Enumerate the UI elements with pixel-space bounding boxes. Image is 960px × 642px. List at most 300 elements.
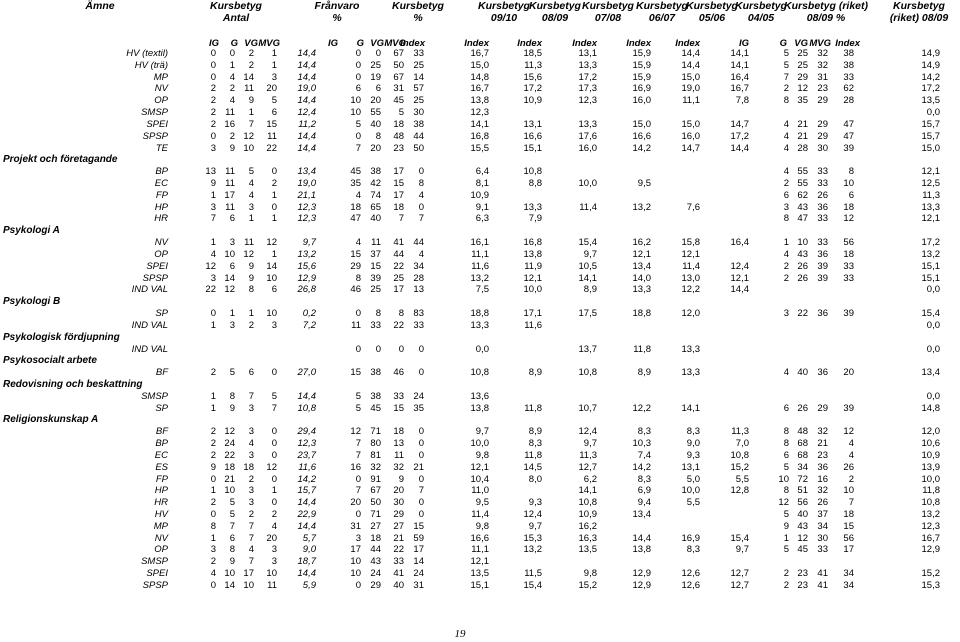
table-cell: 12,7 xyxy=(730,579,749,591)
table-cell: 13,2 xyxy=(523,544,542,556)
table-row xyxy=(0,544,960,556)
table-cell: 25 xyxy=(413,59,424,71)
table-cell: 41 xyxy=(817,568,828,580)
table-cell: 43 xyxy=(370,556,381,568)
table-cell: 22 xyxy=(797,308,808,320)
table-cell: 5 xyxy=(355,390,361,402)
table-cell: 2 xyxy=(783,568,789,580)
table-cell: 34 xyxy=(843,568,854,580)
table-cell: 50 xyxy=(393,59,404,71)
table-cell: 20 xyxy=(393,485,404,497)
table-cell: 15,4 xyxy=(730,532,749,544)
table-cell: 12 xyxy=(843,213,854,225)
table-cell: 3 xyxy=(248,402,254,414)
table-header xyxy=(0,0,960,24)
table-cell: 12,9 xyxy=(632,579,651,591)
table-cell: 17 xyxy=(393,284,404,296)
table-cell: 7 xyxy=(248,390,254,402)
table-cell: 26 xyxy=(817,497,828,509)
table-cell: 15,4 xyxy=(523,579,542,591)
table-cell: 4 xyxy=(783,166,789,178)
table-cell: 14 xyxy=(224,272,235,284)
table-cell: 9,1 xyxy=(475,201,489,213)
table-cell: 1 xyxy=(783,237,789,249)
header-line: 07/08 xyxy=(594,12,622,24)
table-cell: 22 xyxy=(266,142,277,154)
table-cell: 1 xyxy=(271,189,277,201)
table-cell: 38 xyxy=(843,48,854,59)
table-cell: 14,9 xyxy=(921,59,940,71)
subheader-cell: Index xyxy=(626,38,651,49)
table-cell: 11,4 xyxy=(579,201,597,213)
table-cell: 14,4 xyxy=(297,142,316,154)
table-cell: 14,4 xyxy=(297,130,316,142)
table-cell: 56 xyxy=(843,237,854,249)
table-row xyxy=(0,273,960,285)
table-cell: 2 xyxy=(210,107,216,119)
table-cell: 13,2 xyxy=(921,248,940,260)
table-cell: 1 xyxy=(248,308,254,320)
table-cell: 28 xyxy=(797,142,808,154)
table-cell: 14,4 xyxy=(297,59,316,71)
table-cell: 23 xyxy=(393,142,404,154)
table-cell: 9 xyxy=(210,461,216,473)
table-cell: 9 xyxy=(248,260,254,272)
table-cell: 48 xyxy=(797,426,808,438)
table-cell: 13,2 xyxy=(297,248,316,260)
table-cell: 36 xyxy=(817,248,828,260)
table-cell: 11 xyxy=(267,579,277,591)
table-row xyxy=(0,320,960,332)
table-cell: 16 xyxy=(817,473,828,485)
table-cell: 12,1 xyxy=(523,272,542,284)
table-cell: 7 xyxy=(271,402,277,414)
table-cell: 10 xyxy=(350,95,361,107)
table-cell: 33 xyxy=(370,319,381,331)
table-cell: 7,4 xyxy=(637,449,651,461)
section-heading: Psykologisk fördjupning xyxy=(3,331,120,343)
subheader-cell: VG xyxy=(244,38,258,49)
table-cell: 5 xyxy=(229,367,235,379)
table-cell: 12,3 xyxy=(297,201,316,213)
row-label: SP xyxy=(155,308,168,320)
table-cell: 0 xyxy=(355,130,361,142)
table-cell: 21 xyxy=(413,461,424,473)
table-cell: 36 xyxy=(817,308,828,320)
table-cell: 15,3 xyxy=(523,532,542,544)
table-cell: 47 xyxy=(797,213,808,225)
table-cell: 8,3 xyxy=(686,544,700,556)
table-cell: 2 xyxy=(248,48,254,59)
table-cell: 5 xyxy=(355,118,361,130)
table-cell: 7,5 xyxy=(475,284,489,296)
table-cell: 26 xyxy=(797,402,808,414)
table-row xyxy=(0,367,960,379)
table-cell: 0 xyxy=(355,71,361,83)
table-cell: 1 xyxy=(271,48,277,59)
table-cell: 22 xyxy=(393,319,404,331)
table-cell: 33 xyxy=(393,556,404,568)
table-cell: 10,0 xyxy=(523,284,542,296)
table-cell: 29 xyxy=(817,95,828,107)
table-cell: 15,7 xyxy=(297,485,316,497)
table-cell: 12,3 xyxy=(297,438,316,450)
table-cell: 12,5 xyxy=(921,178,940,190)
table-cell: 0 xyxy=(418,508,424,520)
table-cell: 40 xyxy=(370,213,381,225)
row-label: NV xyxy=(154,237,168,249)
table-cell: 15,1 xyxy=(523,142,542,154)
table-cell: 39 xyxy=(843,142,854,154)
table-cell: 7,6 xyxy=(686,201,700,213)
table-cell: 5 xyxy=(783,59,789,71)
table-cell: 0 xyxy=(418,343,424,355)
header-line: Kursbetyg xyxy=(582,0,634,12)
header-line: Kursbetyg xyxy=(392,0,444,12)
table-cell: 12 xyxy=(350,426,361,438)
table-cell: 14,4 xyxy=(297,520,316,532)
row-label: HP xyxy=(154,201,168,213)
table-cell: 3 xyxy=(210,201,216,213)
table-cell: 38 xyxy=(370,166,381,178)
table-cell: 0 xyxy=(210,59,216,71)
table-cell: 5 xyxy=(229,508,235,520)
table-row xyxy=(0,521,960,533)
table-cell: 33 xyxy=(817,166,828,178)
table-cell: 83 xyxy=(413,308,424,320)
table-cell: 13,9 xyxy=(921,461,940,473)
table-cell: 2 xyxy=(210,83,216,95)
table-cell: 80 xyxy=(370,438,381,450)
table-cell: 17,2 xyxy=(523,83,542,95)
table-cell: 10 xyxy=(778,473,789,485)
header-line: 09/10 xyxy=(490,12,518,24)
table-cell: 3 xyxy=(271,71,277,83)
table-cell: 11,9 xyxy=(524,260,542,272)
table-cell: 6 xyxy=(271,284,277,296)
table-cell: 0 xyxy=(355,473,361,485)
table-cell: 10,0 xyxy=(681,485,700,497)
row-label: SMSP xyxy=(141,556,168,568)
table-cell: 14,4 xyxy=(297,95,316,107)
table-cell: 11,1 xyxy=(682,95,700,107)
table-cell: 11,1 xyxy=(471,544,489,556)
table-row xyxy=(0,344,960,356)
table-cell: 6,4 xyxy=(475,166,489,178)
table-cell: 7 xyxy=(248,556,254,568)
table-cell: 6 xyxy=(783,189,789,201)
table-cell: 0,0 xyxy=(926,343,940,355)
header-cell xyxy=(302,0,372,24)
table-cell: 5,5 xyxy=(735,473,749,485)
subheader-cell: G xyxy=(356,38,364,49)
table-cell: 13,3 xyxy=(681,367,700,379)
table-cell: 1 xyxy=(210,390,216,402)
header-cell xyxy=(684,0,740,24)
table-cell: 10 xyxy=(266,568,277,580)
table-row xyxy=(0,403,960,415)
table-row xyxy=(0,556,960,568)
table-cell: 23 xyxy=(817,449,828,461)
row-label: SPSP xyxy=(142,272,168,284)
table-cell: 11 xyxy=(225,107,235,119)
table-cell: 15,0 xyxy=(681,71,700,83)
table-cell: 15,7 xyxy=(921,118,940,130)
table-cell: 5 xyxy=(783,544,789,556)
table-cell: 0 xyxy=(418,426,424,438)
table-cell: 1 xyxy=(210,485,216,497)
section-heading: Psykosocialt arbete xyxy=(3,355,97,367)
table-cell: 2 xyxy=(271,508,277,520)
table-cell: 4 xyxy=(248,178,254,190)
table-cell: 15,4 xyxy=(578,237,597,249)
table-cell: 10,0 xyxy=(578,178,597,190)
table-cell: 15 xyxy=(350,367,361,379)
table-cell: 9,7 xyxy=(735,544,749,556)
table-cell: 9 xyxy=(229,142,235,154)
table-cell: 7,2 xyxy=(302,319,316,331)
table-cell: 10,9 xyxy=(578,508,597,520)
table-cell: 4 xyxy=(783,367,789,379)
row-label: MP xyxy=(153,520,168,532)
table-cell: 2 xyxy=(229,130,235,142)
table-cell: 3 xyxy=(783,201,789,213)
table-cell: 33 xyxy=(843,272,854,284)
table-cell: 12,3 xyxy=(921,520,940,532)
table-cell: 45 xyxy=(350,166,361,178)
table-cell: 28 xyxy=(843,95,854,107)
table-cell: 3 xyxy=(271,556,277,568)
table-cell: 72 xyxy=(797,473,808,485)
table-cell: 11 xyxy=(225,178,235,190)
table-cell: 39 xyxy=(843,308,854,320)
row-label: HV (textil) xyxy=(126,48,168,59)
table-cell: 40 xyxy=(370,118,381,130)
table-cell: 44 xyxy=(393,248,404,260)
table-cell: 33 xyxy=(817,237,828,249)
section-heading: Projekt och företagande xyxy=(3,154,118,166)
table-cell: 22 xyxy=(205,284,216,296)
table-cell: 12,8 xyxy=(730,485,749,497)
table-cell: 4 xyxy=(355,237,361,249)
table-cell: 15,3 xyxy=(921,579,940,591)
table-cell: 55 xyxy=(797,166,808,178)
subheader-cell: G xyxy=(779,38,787,49)
table-row xyxy=(0,213,960,225)
table-cell: 13 xyxy=(205,166,216,178)
table-cell: 15 xyxy=(413,520,424,532)
table-cell: 0 xyxy=(271,438,277,450)
table-cell: 6 xyxy=(355,83,361,95)
table-cell: 50 xyxy=(413,142,424,154)
header-line: 05/06 xyxy=(698,12,726,24)
table-cell: 14 xyxy=(413,556,424,568)
table-cell: 29 xyxy=(817,130,828,142)
table-cell: 17 xyxy=(393,166,404,178)
table-cell: 24 xyxy=(224,438,235,450)
table-cell: 8 xyxy=(229,544,235,556)
table-cell: 30 xyxy=(817,532,828,544)
table-cell: 1 xyxy=(229,59,235,71)
table-cell: 3 xyxy=(210,142,216,154)
table-cell: 8,9 xyxy=(637,367,651,379)
table-cell: 15,9 xyxy=(632,48,651,59)
table-cell: 14,4 xyxy=(297,71,316,83)
row-label: BF xyxy=(155,367,168,379)
table-cell: 9,8 xyxy=(475,449,489,461)
table-cell: 4 xyxy=(848,449,854,461)
header-line: Frånvaro xyxy=(314,0,360,12)
table-cell: 7 xyxy=(355,449,361,461)
table-cell: 9 xyxy=(229,556,235,568)
table-cell: 36 xyxy=(817,461,828,473)
table-cell: 13,4 xyxy=(297,166,316,178)
table-cell: 7 xyxy=(248,520,254,532)
table-cell: 46 xyxy=(350,284,361,296)
header-cell xyxy=(527,0,583,24)
table-cell: 18 xyxy=(393,426,404,438)
table-cell: 13,5 xyxy=(470,568,489,580)
table-cell: 18 xyxy=(224,461,235,473)
table-cell: 50 xyxy=(370,497,381,509)
table-cell: 43 xyxy=(797,520,808,532)
table-cell: 15,0 xyxy=(470,59,489,71)
table-cell: 0 xyxy=(271,367,277,379)
table-cell: 13,2 xyxy=(470,272,489,284)
table-cell: 68 xyxy=(797,449,808,461)
table-cell: 9,5 xyxy=(475,497,489,509)
table-cell: 1 xyxy=(210,319,216,331)
table-cell: 42 xyxy=(370,178,381,190)
row-label: HR xyxy=(154,213,168,225)
table-cell: 3 xyxy=(248,497,254,509)
table-cell: 3 xyxy=(229,319,235,331)
table-cell: 47 xyxy=(843,118,854,130)
table-cell: 10,5 xyxy=(578,260,597,272)
table-cell: 4 xyxy=(848,438,854,450)
table-cell: 8 xyxy=(210,520,216,532)
table-cell: 12,1 xyxy=(921,166,940,178)
table-cell: 11,0 xyxy=(471,485,489,497)
table-cell: 16,2 xyxy=(578,520,597,532)
table-cell: 27 xyxy=(393,520,404,532)
table-cell: 33 xyxy=(843,260,854,272)
table-cell: 26 xyxy=(797,272,808,284)
table-cell: 57 xyxy=(413,83,424,95)
table-row xyxy=(0,95,960,107)
header-line: % xyxy=(413,12,423,24)
table-cell: 2 xyxy=(783,260,789,272)
table-cell: 1 xyxy=(210,402,216,414)
table-cell: 59 xyxy=(413,532,424,544)
table-cell: 8 xyxy=(783,213,789,225)
table-cell: 4 xyxy=(248,544,254,556)
table-cell: 4 xyxy=(783,130,789,142)
header-line: Kursbetyg xyxy=(893,0,945,12)
table-cell: 5,0 xyxy=(686,473,700,485)
table-cell: 7 xyxy=(848,497,854,509)
table-cell: 5 xyxy=(783,48,789,59)
table-cell: 25 xyxy=(370,59,381,71)
table-cell: 12,6 xyxy=(681,579,700,591)
table-cell: 19,0 xyxy=(681,83,700,95)
table-row xyxy=(0,308,960,320)
table-cell: 29 xyxy=(393,508,404,520)
table-cell: 39 xyxy=(817,272,828,284)
subheader-cell: IG xyxy=(327,38,338,49)
table-cell: 13 xyxy=(393,438,404,450)
table-cell: 11,3 xyxy=(731,426,749,438)
table-cell: 19,0 xyxy=(297,178,316,190)
table-cell: 15,0 xyxy=(681,118,700,130)
table-cell: 19 xyxy=(370,71,381,83)
table-cell: 24 xyxy=(370,568,381,580)
row-label: HV (trä) xyxy=(134,59,168,71)
table-cell: 7 xyxy=(229,520,235,532)
table-cell: 15,9 xyxy=(632,71,651,83)
table-cell: 10,8 xyxy=(297,402,316,414)
table-cell: 9 xyxy=(248,272,254,284)
table-cell: 3 xyxy=(783,308,789,320)
row-label: NV xyxy=(154,83,168,95)
table-cell: 16,8 xyxy=(523,237,542,249)
table-cell: 0,0 xyxy=(926,284,940,296)
table-cell: 4 xyxy=(248,438,254,450)
table-cell: 8,3 xyxy=(637,473,651,485)
table-cell: 0 xyxy=(210,48,216,59)
table-cell: 68 xyxy=(797,438,808,450)
table-cell: 10 xyxy=(224,485,235,497)
table-cell: 71 xyxy=(370,508,381,520)
table-cell: 2 xyxy=(210,497,216,509)
table-cell: 14,4 xyxy=(730,284,749,296)
table-cell: 13,3 xyxy=(632,284,651,296)
row-label: NV xyxy=(154,532,168,544)
table-cell: 12,9 xyxy=(297,272,316,284)
table-cell: 17,3 xyxy=(578,83,597,95)
table-cell: 15 xyxy=(350,248,361,260)
table-cell: 2 xyxy=(848,473,854,485)
table-cell: 14,9 xyxy=(921,48,940,59)
table-cell: 4 xyxy=(229,95,235,107)
table-cell: 25 xyxy=(797,48,808,59)
table-cell: 51 xyxy=(797,485,808,497)
table-cell: 7,9 xyxy=(528,213,542,225)
table-cell: 16,8 xyxy=(470,130,489,142)
table-row xyxy=(0,60,960,72)
table-cell: 3 xyxy=(248,449,254,461)
table-cell: 12,1 xyxy=(730,272,749,284)
subheader-cell: G xyxy=(230,38,238,49)
table-cell: 2 xyxy=(248,319,254,331)
table-cell: 33 xyxy=(413,48,424,59)
row-label: SMSP xyxy=(141,390,168,402)
table-cell: 25 xyxy=(797,59,808,71)
table-cell: 36 xyxy=(817,367,828,379)
table-cell: 3 xyxy=(248,201,254,213)
table-cell: 14,1 xyxy=(470,118,489,130)
table-cell: 10 xyxy=(224,248,235,260)
table-cell: 15 xyxy=(370,260,381,272)
row-label: IND VAL xyxy=(131,319,168,331)
table-cell: 9 xyxy=(229,402,235,414)
table-cell: 13,4 xyxy=(632,508,651,520)
table-cell: 7 xyxy=(248,118,254,130)
table-cell: 12,0 xyxy=(681,308,700,320)
table-cell: 14,1 xyxy=(578,485,597,497)
table-cell: 2 xyxy=(783,579,789,591)
table-cell: 17,2 xyxy=(730,130,749,142)
